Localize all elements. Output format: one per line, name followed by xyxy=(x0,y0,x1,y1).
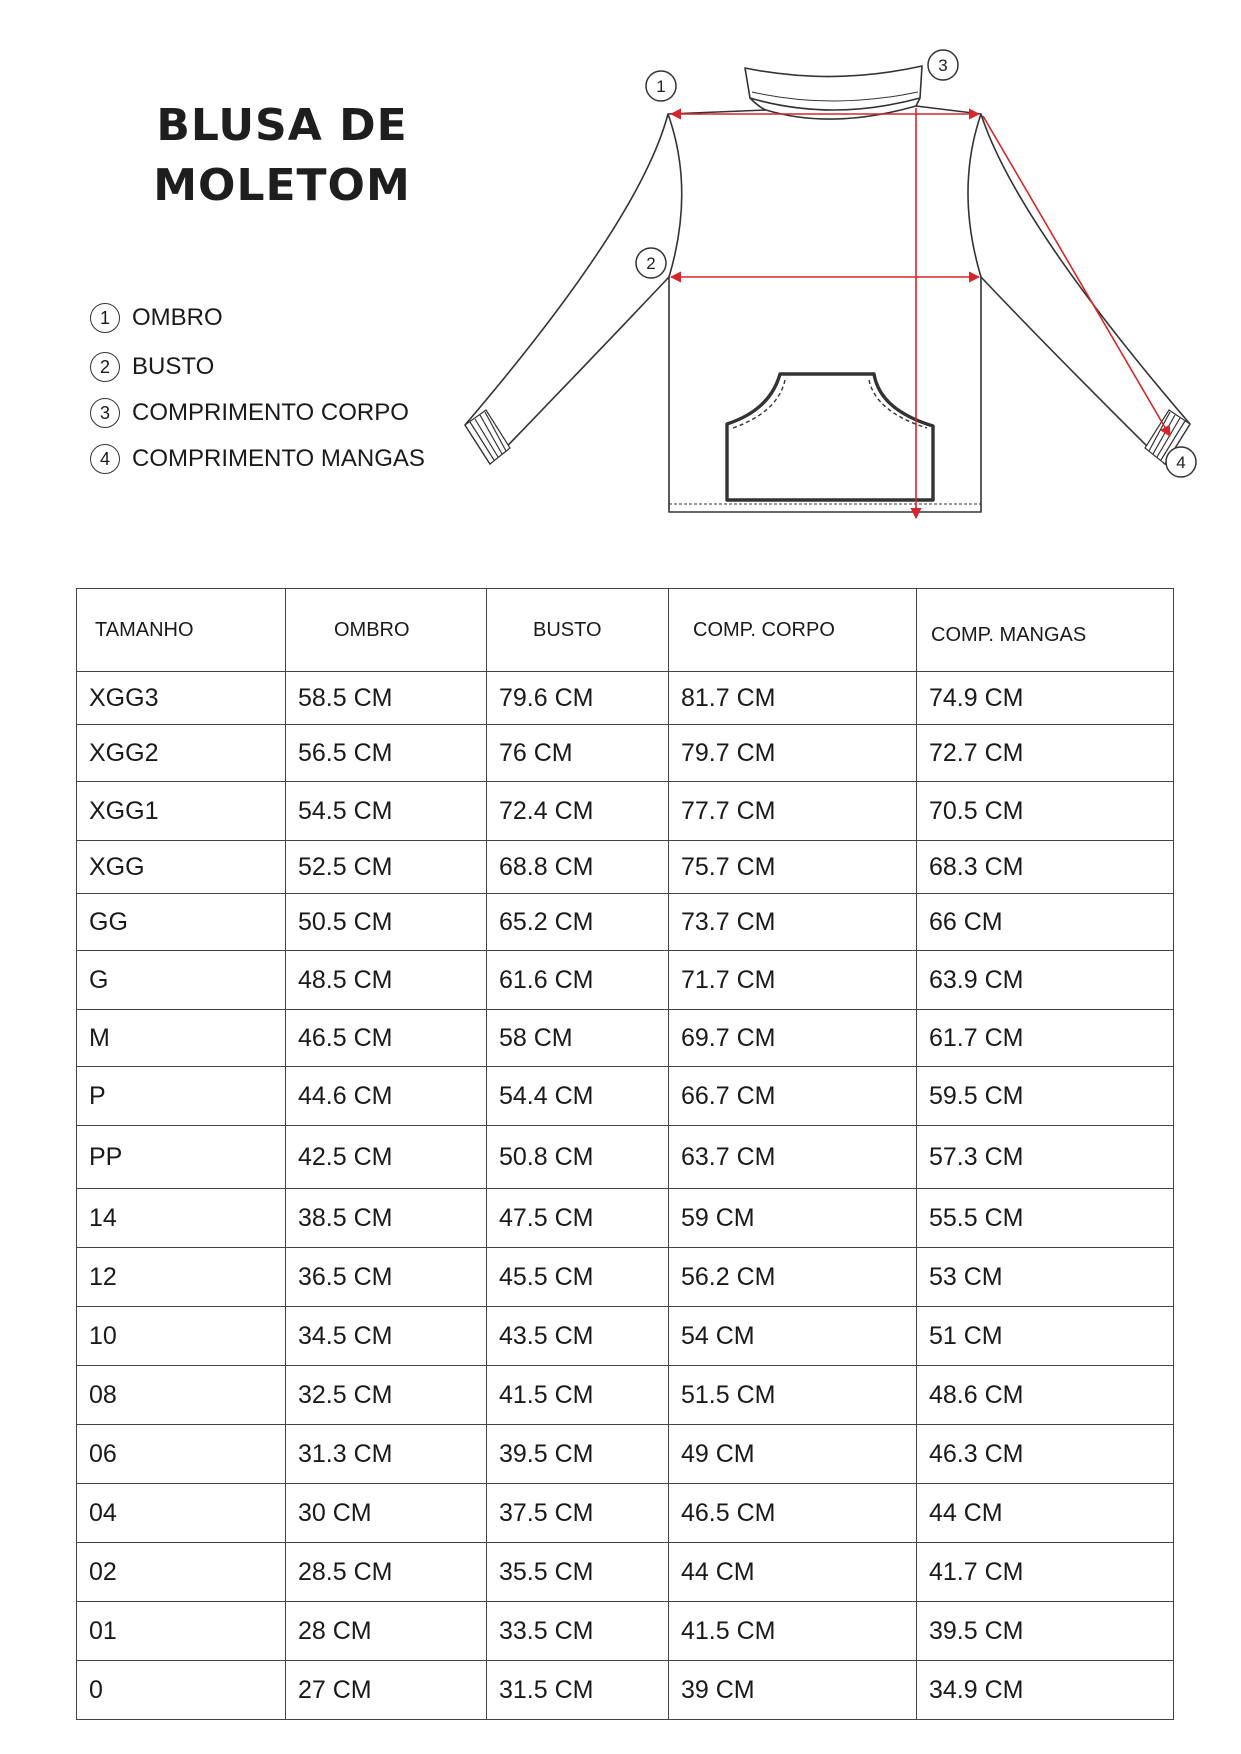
legend-label: COMPRIMENTO MANGAS xyxy=(132,445,425,472)
ombro-cell: 27 CM xyxy=(286,1661,487,1720)
comp-corpo-cell: 46.5 CM xyxy=(669,1484,917,1543)
busto-cell: 41.5 CM xyxy=(487,1366,669,1425)
table-row xyxy=(77,1126,1174,1189)
header-comp-corpo: COMP. CORPO xyxy=(669,589,917,672)
ombro-cell: 46.5 CM xyxy=(286,1010,487,1067)
ombro-cell: 28.5 CM xyxy=(286,1543,487,1602)
size-cell: 01 xyxy=(77,1602,286,1661)
hoodie-outline xyxy=(465,66,1190,512)
comp-corpo-cell: 63.7 CM xyxy=(669,1126,917,1189)
marker-4 xyxy=(1166,447,1196,477)
measurement-arrows xyxy=(671,108,1170,518)
table-row xyxy=(77,894,1174,951)
comp-corpo-cell: 77.7 CM xyxy=(669,782,917,841)
busto-cell: 72.4 CM xyxy=(487,782,669,841)
table-row xyxy=(77,1425,1174,1484)
size-cell: GG xyxy=(77,894,286,951)
comp-corpo-cell: 73.7 CM xyxy=(669,894,917,951)
size-cell: 02 xyxy=(77,1543,286,1602)
ombro-cell: 30 CM xyxy=(286,1484,487,1543)
table-row xyxy=(77,782,1174,841)
comp-corpo-cell: 71.7 CM xyxy=(669,951,917,1010)
busto-cell: 47.5 CM xyxy=(487,1189,669,1248)
header-ombro: OMBRO xyxy=(286,589,487,672)
ombro-cell: 38.5 CM xyxy=(286,1189,487,1248)
table-row xyxy=(77,725,1174,782)
svg-text:3: 3 xyxy=(938,56,948,75)
comp-mangas-cell: 39.5 CM xyxy=(917,1602,1174,1661)
svg-text:1: 1 xyxy=(656,77,666,96)
table-row xyxy=(77,1484,1174,1543)
size-cell: 14 xyxy=(77,1189,286,1248)
page-title xyxy=(152,96,412,216)
comp-mangas-cell: 46.3 CM xyxy=(917,1425,1174,1484)
comp-mangas-cell: 44 CM xyxy=(917,1484,1174,1543)
legend-label: BUSTO xyxy=(132,353,215,380)
comp-mangas-cell: 66 CM xyxy=(917,894,1174,951)
title-line-1: BLUSA DE xyxy=(156,100,408,151)
ombro-cell: 54.5 CM xyxy=(286,782,487,841)
table-row xyxy=(77,1010,1174,1067)
comp-mangas-cell: 72.7 CM xyxy=(917,725,1174,782)
legend-label: OMBRO xyxy=(132,304,223,331)
comp-corpo-cell: 56.2 CM xyxy=(669,1248,917,1307)
table-row xyxy=(77,1661,1174,1720)
size-cell: XGG3 xyxy=(77,672,286,725)
ombro-cell: 31.3 CM xyxy=(286,1425,487,1484)
number-circle-icon: 2 xyxy=(90,352,120,382)
header-busto: BUSTO xyxy=(487,589,669,672)
busto-cell: 58 CM xyxy=(487,1010,669,1067)
header-comp-mangas: COMP. MANGAS xyxy=(917,589,1174,672)
svg-text:4: 4 xyxy=(1176,453,1186,472)
ombro-cell: 42.5 CM xyxy=(286,1126,487,1189)
busto-cell: 45.5 CM xyxy=(487,1248,669,1307)
comp-corpo-cell: 79.7 CM xyxy=(669,725,917,782)
size-cell: M xyxy=(77,1010,286,1067)
table-body xyxy=(77,672,1174,1720)
size-cell: XGG xyxy=(77,841,286,894)
comp-mangas-cell: 48.6 CM xyxy=(917,1366,1174,1425)
header-tamanho: TAMANHO xyxy=(77,589,286,672)
marker-3 xyxy=(928,50,958,80)
table-row xyxy=(77,951,1174,1010)
comp-mangas-cell: 70.5 CM xyxy=(917,782,1174,841)
comp-corpo-cell: 39 CM xyxy=(669,1661,917,1720)
busto-cell: 31.5 CM xyxy=(487,1661,669,1720)
number-circle-icon: 3 xyxy=(90,398,120,428)
table-row xyxy=(77,1366,1174,1425)
legend-item-ombro xyxy=(90,302,223,334)
comp-corpo-cell: 66.7 CM xyxy=(669,1067,917,1126)
busto-cell: 35.5 CM xyxy=(487,1543,669,1602)
ombro-cell: 36.5 CM xyxy=(286,1248,487,1307)
size-cell: 10 xyxy=(77,1307,286,1366)
size-cell: 12 xyxy=(77,1248,286,1307)
comp-corpo-cell: 44 CM xyxy=(669,1543,917,1602)
svg-text:2: 2 xyxy=(646,254,656,273)
table-row xyxy=(77,1307,1174,1366)
number-circle-icon: 1 xyxy=(90,303,120,333)
title-line-2: MOLETOM xyxy=(153,160,411,211)
busto-cell: 61.6 CM xyxy=(487,951,669,1010)
table-row xyxy=(77,1602,1174,1661)
number-circle-icon: 4 xyxy=(90,444,120,474)
comp-mangas-cell: 41.7 CM xyxy=(917,1543,1174,1602)
table-row xyxy=(77,841,1174,894)
size-cell: G xyxy=(77,951,286,1010)
ombro-cell: 52.5 CM xyxy=(286,841,487,894)
busto-cell: 68.8 CM xyxy=(487,841,669,894)
size-cell: 08 xyxy=(77,1366,286,1425)
busto-cell: 37.5 CM xyxy=(487,1484,669,1543)
ombro-cell: 50.5 CM xyxy=(286,894,487,951)
table-header-row xyxy=(77,589,1174,672)
comp-mangas-cell: 74.9 CM xyxy=(917,672,1174,725)
comp-corpo-cell: 59 CM xyxy=(669,1189,917,1248)
busto-cell: 33.5 CM xyxy=(487,1602,669,1661)
table-row xyxy=(77,672,1174,725)
legend-label: COMPRIMENTO CORPO xyxy=(132,399,409,426)
comp-corpo-cell: 75.7 CM xyxy=(669,841,917,894)
marker-1 xyxy=(646,71,676,101)
comp-corpo-cell: 51.5 CM xyxy=(669,1366,917,1425)
busto-cell: 43.5 CM xyxy=(487,1307,669,1366)
ombro-cell: 32.5 CM xyxy=(286,1366,487,1425)
comp-mangas-cell: 59.5 CM xyxy=(917,1067,1174,1126)
size-cell: 0 xyxy=(77,1661,286,1720)
busto-cell: 79.6 CM xyxy=(487,672,669,725)
ombro-cell: 34.5 CM xyxy=(286,1307,487,1366)
ombro-cell: 44.6 CM xyxy=(286,1067,487,1126)
comp-mangas-cell: 63.9 CM xyxy=(917,951,1174,1010)
comp-corpo-cell: 54 CM xyxy=(669,1307,917,1366)
busto-cell: 76 CM xyxy=(487,725,669,782)
busto-cell: 65.2 CM xyxy=(487,894,669,951)
comp-mangas-cell: 34.9 CM xyxy=(917,1661,1174,1720)
size-cell: XGG1 xyxy=(77,782,286,841)
comp-corpo-cell: 41.5 CM xyxy=(669,1602,917,1661)
size-cell: XGG2 xyxy=(77,725,286,782)
size-cell: 04 xyxy=(77,1484,286,1543)
busto-cell: 50.8 CM xyxy=(487,1126,669,1189)
busto-cell: 54.4 CM xyxy=(487,1067,669,1126)
table-row xyxy=(77,1067,1174,1126)
comp-mangas-cell: 57.3 CM xyxy=(917,1126,1174,1189)
ombro-cell: 48.5 CM xyxy=(286,951,487,1010)
busto-cell: 39.5 CM xyxy=(487,1425,669,1484)
table-row xyxy=(77,1189,1174,1248)
comp-corpo-cell: 69.7 CM xyxy=(669,1010,917,1067)
size-cell: PP xyxy=(77,1126,286,1189)
comp-mangas-cell: 51 CM xyxy=(917,1307,1174,1366)
comp-mangas-cell: 61.7 CM xyxy=(917,1010,1174,1067)
ombro-cell: 56.5 CM xyxy=(286,725,487,782)
sleeve-length-arrow xyxy=(983,116,1170,436)
ombro-cell: 58.5 CM xyxy=(286,672,487,725)
ombro-cell: 28 CM xyxy=(286,1602,487,1661)
comp-corpo-cell: 81.7 CM xyxy=(669,672,917,725)
marker-2 xyxy=(636,248,666,278)
table-row xyxy=(77,1248,1174,1307)
size-cell: 06 xyxy=(77,1425,286,1484)
comp-mangas-cell: 68.3 CM xyxy=(917,841,1174,894)
comp-mangas-cell: 53 CM xyxy=(917,1248,1174,1307)
comp-corpo-cell: 49 CM xyxy=(669,1425,917,1484)
legend-item-busto xyxy=(90,351,214,383)
size-cell: P xyxy=(77,1067,286,1126)
table-row xyxy=(77,1543,1174,1602)
size-chart-table xyxy=(76,588,1174,1720)
hoodie-diagram xyxy=(460,40,1220,530)
legend-item-comprimento-mangas xyxy=(90,443,425,475)
legend-item-comprimento-corpo xyxy=(90,397,409,429)
comp-mangas-cell: 55.5 CM xyxy=(917,1189,1174,1248)
